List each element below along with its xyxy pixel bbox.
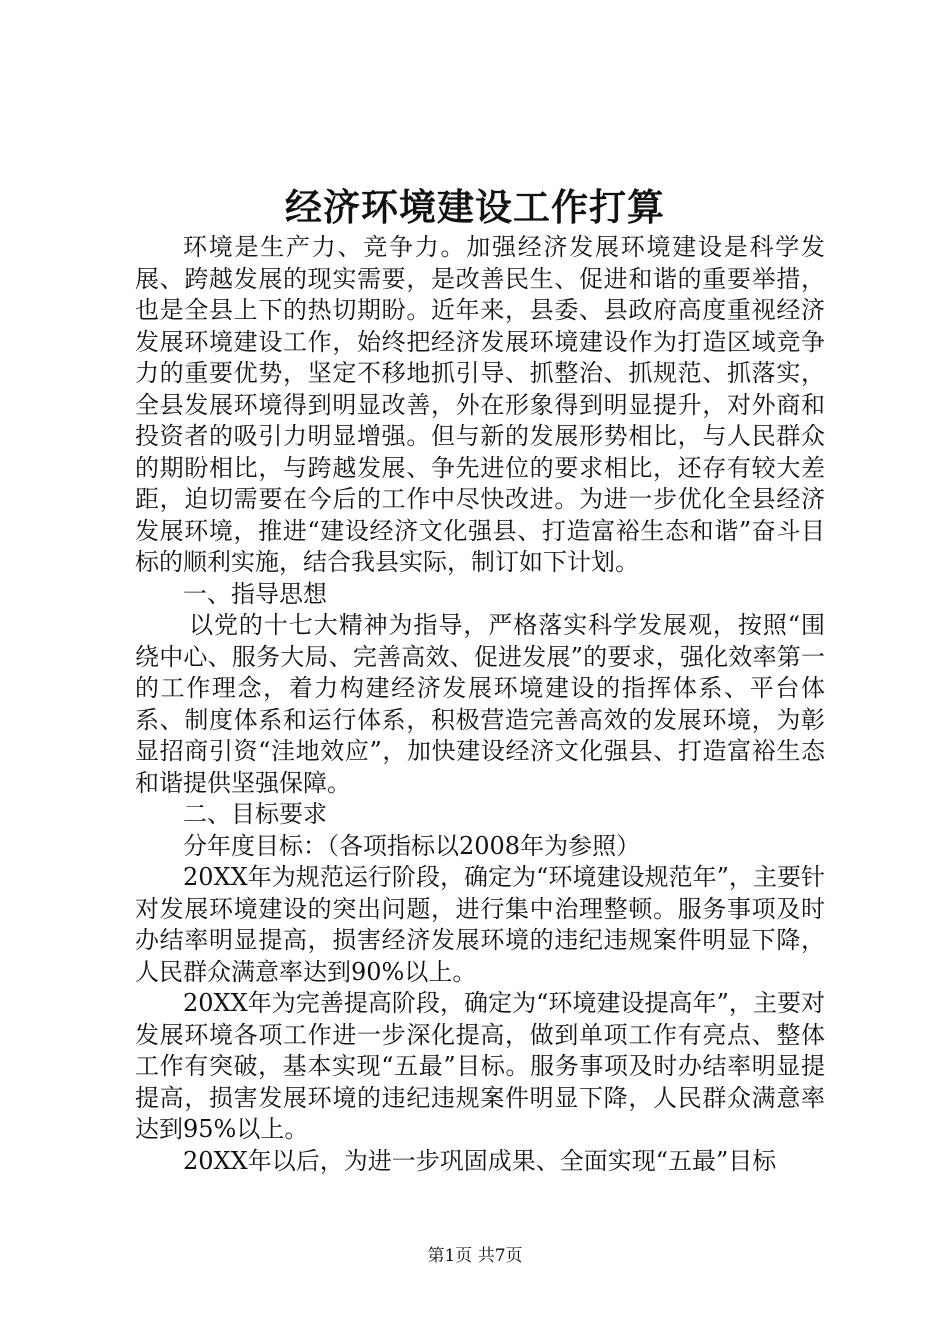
paragraph-phase-three: 20XX年以后，为进一步巩固成果、全面实现“五最”目标 [183,1146,777,1175]
paragraph-annual-goals: 分年度目标：（各项指标以2008年为参照） [183,831,641,860]
page-footer [0,1245,950,1267]
page-number: 第1页 共7页 [427,1246,523,1266]
paragraph-intro: 环境是生产力、竞争力。加强经济发展环境建设是科学发展、跨越发展的现实需要，是改善民生、促进和谐的重要举措，也是全县上下的热切期盼。近年来，县委、县政府高度重视经济发展环境建设工作，始终把经济发展环境建设作为打造区域竞争力的重要优势，坚定不移地抓引导、抓整治、抓规范、抓落实，全县发展环境得到明显改善，外在形象得到明显提升，对外商和投资者的吸引力明显增强。但与新的发展形势相比，与人民群众的期盼相比，与跨越发展、争先进位的要求相比，还存有较大差距，迫切需要在今后的工作中尽快改进。为进一步优化全县经济发展环境，推进“建设经济文化强县、打造富裕生态和谐”奋斗目标的顺利实施，结合我县实际，制订如下计划。 [135,233,825,576]
paragraph-phase-one: 20XX年为规范运行阶段，确定为“环境建设规范年”，主要针对发展环境建设的突出问题，进行集中治理整顿。服务事项及时办结率明显提高，损害经济发展环境的违纪违规案件明显下降，人民群众满意率达到90%以上。 [135,863,825,986]
heading-guiding-thought: 一、指导思想 [183,579,327,608]
heading-goals: 二、目标要求 [183,800,327,828]
paragraph-phase-two: 20XX年为完善提高阶段，确定为“环境建设提高年”，主要对发展环境各项工作进一步深化提高，做到单项工作有亮点、整体工作有突破，基本实现“五最”目标。服务事项及时办结率明显提提高，损害发展环境的违纪违规案件明显下降，人民群众满意率达到95%以上。 [135,989,825,1143]
document-body [135,232,825,1177]
paragraph-guiding-thought: 以党的十七大精神为指导，严格落实科学发展观，按照“围绕中心、服务大局、完善高效、促进发展”的要求，强化效率第一的工作理念，着力构建经济发展环境建设的指挥体系、平台体系、制度体系和运行体系，积极营造完善高效的发展环境，为彰显招商引资“洼地效应”，加快建设经济文化强县、打造富裕生态和谐提供坚强保障。 [135,611,825,797]
document-title: 经济环境建设工作打算 [285,185,665,229]
